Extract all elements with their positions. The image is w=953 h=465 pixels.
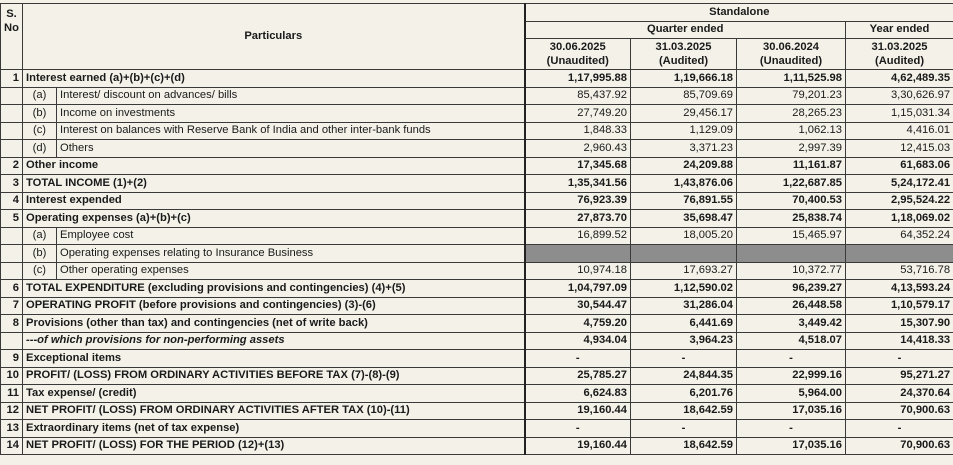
row-serial-number xyxy=(1,245,23,263)
table-row xyxy=(1,175,953,193)
row-value-cell: 76,891.55 xyxy=(631,192,737,210)
table-row xyxy=(1,297,953,315)
table-row xyxy=(1,262,953,280)
row-particulars: ---of which provisions for non-performing assets xyxy=(23,332,525,350)
period-column-header xyxy=(846,39,953,70)
period-column-header xyxy=(525,39,631,70)
row-value-cell: 4,934.04 xyxy=(525,332,631,350)
row-value-cell: 5,24,172.41 xyxy=(846,175,953,193)
table-row xyxy=(1,122,953,140)
results-table-body xyxy=(1,70,953,455)
table-row xyxy=(1,385,953,403)
row-value-cell: 19,160.44 xyxy=(525,402,631,420)
row-particulars: Extraordinary items (net of tax expense) xyxy=(23,420,525,438)
row-value-cell: - xyxy=(525,420,631,438)
row-particulars: TOTAL INCOME (1)+(2) xyxy=(23,175,525,193)
row-value-cell: 15,465.97 xyxy=(737,227,846,245)
row-serial-number: 12 xyxy=(1,402,23,420)
period-status: (Unaudited) xyxy=(546,55,609,67)
sno-header-label: S. No xyxy=(4,8,19,34)
row-value-cell: - xyxy=(525,350,631,368)
row-particulars: Tax expense/ (credit) xyxy=(23,385,525,403)
row-value-cell: 22,999.16 xyxy=(737,367,846,385)
row-sub-index: (b) xyxy=(23,105,57,123)
row-value-cell: 27,749.20 xyxy=(525,105,631,123)
row-value-cell: 25,838.74 xyxy=(737,210,846,228)
table-row xyxy=(1,210,953,228)
row-sub-index: (a) xyxy=(23,227,57,245)
row-serial-number: 13 xyxy=(1,420,23,438)
row-particulars: Others xyxy=(57,140,525,158)
row-serial-number: 4 xyxy=(1,192,23,210)
row-value-cell: 3,371.23 xyxy=(631,140,737,158)
row-value-cell xyxy=(737,245,846,263)
row-particulars: Interest expended xyxy=(23,192,525,210)
table-row xyxy=(1,140,953,158)
row-value-cell: 26,448.58 xyxy=(737,297,846,315)
row-value-cell: - xyxy=(631,350,737,368)
standalone-header xyxy=(525,4,953,22)
row-value-cell: 1,43,876.06 xyxy=(631,175,737,193)
row-particulars: Provisions (other than tax) and contingencies (net of write back) xyxy=(23,315,525,333)
row-value-cell: 17,345.68 xyxy=(525,157,631,175)
quarter-ended-label: Quarter ended xyxy=(647,23,724,36)
row-value-cell: 31,286.04 xyxy=(631,297,737,315)
row-value-cell xyxy=(631,245,737,263)
row-value-cell: - xyxy=(631,420,737,438)
row-value-cell: 3,964.23 xyxy=(631,332,737,350)
row-particulars: NET PROFIT/ (LOSS) FROM ORDINARY ACTIVITIES AFTER TAX (10)-(11) xyxy=(23,402,525,420)
row-value-cell: 2,997.39 xyxy=(737,140,846,158)
row-value-cell: 6,624.83 xyxy=(525,385,631,403)
row-value-cell: 18,642.59 xyxy=(631,402,737,420)
row-value-cell: 3,449.42 xyxy=(737,315,846,333)
row-sub-index: (d) xyxy=(23,140,57,158)
row-value-cell: - xyxy=(737,350,846,368)
row-serial-number xyxy=(1,227,23,245)
row-value-cell: 27,873.70 xyxy=(525,210,631,228)
row-serial-number xyxy=(1,122,23,140)
row-value-cell: 95,271.27 xyxy=(846,367,953,385)
row-value-cell: 4,518.07 xyxy=(737,332,846,350)
table-row xyxy=(1,350,953,368)
row-serial-number: 5 xyxy=(1,210,23,228)
table-row xyxy=(1,105,953,123)
row-value-cell: 17,693.27 xyxy=(631,262,737,280)
row-value-cell: 24,370.64 xyxy=(846,385,953,403)
row-serial-number: 10 xyxy=(1,367,23,385)
table-row xyxy=(1,70,953,88)
quarter-ended-header xyxy=(525,21,846,39)
row-value-cell: 6,441.69 xyxy=(631,315,737,333)
row-value-cell: 1,062.13 xyxy=(737,122,846,140)
row-value-cell: 85,709.69 xyxy=(631,87,737,105)
row-particulars: NET PROFIT/ (LOSS) FOR THE PERIOD (12)+(13) xyxy=(23,437,525,455)
row-sub-index: (c) xyxy=(23,262,57,280)
table-row xyxy=(1,332,953,350)
table-row xyxy=(1,192,953,210)
row-value-cell: 19,160.44 xyxy=(525,437,631,455)
period-date: 31.03.2025 xyxy=(871,41,928,53)
row-particulars: Other income xyxy=(23,157,525,175)
row-value-cell: 1,11,525.98 xyxy=(737,70,846,88)
row-value-cell: 64,352.24 xyxy=(846,227,953,245)
table-row xyxy=(1,402,953,420)
row-particulars: Income on investments xyxy=(57,105,525,123)
period-column-header xyxy=(631,39,737,70)
row-particulars: Exceptional items xyxy=(23,350,525,368)
row-value-cell: 15,307.90 xyxy=(846,315,953,333)
row-value-cell: 1,12,590.02 xyxy=(631,280,737,298)
row-serial-number: 1 xyxy=(1,70,23,88)
row-value-cell: 85,437.92 xyxy=(525,87,631,105)
year-ended-header xyxy=(846,21,953,39)
row-serial-number: 3 xyxy=(1,175,23,193)
row-value-cell: 70,900.63 xyxy=(846,402,953,420)
row-value-cell: 12,415.03 xyxy=(846,140,953,158)
row-particulars: Interest/ discount on advances/ bills xyxy=(57,87,525,105)
row-value-cell: 2,960.43 xyxy=(525,140,631,158)
row-particulars: Operating expenses relating to Insurance Business xyxy=(57,245,525,263)
row-value-cell: 1,35,341.56 xyxy=(525,175,631,193)
row-serial-number: 2 xyxy=(1,157,23,175)
table-row xyxy=(1,245,953,263)
row-serial-number xyxy=(1,262,23,280)
period-status: (Unaudited) xyxy=(759,55,823,67)
row-value-cell: 4,759.20 xyxy=(525,315,631,333)
row-value-cell: 96,239.27 xyxy=(737,280,846,298)
row-value-cell: 1,17,995.88 xyxy=(525,70,631,88)
row-serial-number xyxy=(1,87,23,105)
row-sub-index: (c) xyxy=(23,122,57,140)
table-row xyxy=(1,87,953,105)
table-row xyxy=(1,157,953,175)
period-column-header xyxy=(737,39,846,70)
row-value-cell: 1,19,666.18 xyxy=(631,70,737,88)
row-serial-number xyxy=(1,332,23,350)
table-row xyxy=(1,227,953,245)
period-date: 30.06.2025 xyxy=(549,41,606,53)
row-serial-number: 9 xyxy=(1,350,23,368)
row-serial-number: 11 xyxy=(1,385,23,403)
row-value-cell: 4,416.01 xyxy=(846,122,953,140)
row-particulars: Employee cost xyxy=(57,227,525,245)
row-value-cell: 18,642.59 xyxy=(631,437,737,455)
row-serial-number xyxy=(1,105,23,123)
row-value-cell: 2,95,524.22 xyxy=(846,192,953,210)
row-value-cell: 16,899.52 xyxy=(525,227,631,245)
period-status: (Audited) xyxy=(874,55,925,67)
row-value-cell: - xyxy=(846,350,953,368)
row-value-cell: 5,964.00 xyxy=(737,385,846,403)
row-particulars: Operating expenses (a)+(b)+(c) xyxy=(23,210,525,228)
table-row xyxy=(1,437,953,455)
row-value-cell xyxy=(525,245,631,263)
sno-header xyxy=(1,4,23,70)
row-value-cell: 1,15,031.34 xyxy=(846,105,953,123)
row-value-cell: - xyxy=(737,420,846,438)
standalone-results-table xyxy=(0,3,953,455)
row-value-cell: 18,005.20 xyxy=(631,227,737,245)
table-row xyxy=(1,315,953,333)
row-value-cell: 17,035.16 xyxy=(737,437,846,455)
standalone-header-label: Standalone xyxy=(709,5,770,18)
particulars-header xyxy=(23,4,525,70)
row-value-cell: 70,400.53 xyxy=(737,192,846,210)
row-value-cell: 61,683.06 xyxy=(846,157,953,175)
row-value-cell: 4,13,593.24 xyxy=(846,280,953,298)
row-value-cell: 1,848.33 xyxy=(525,122,631,140)
row-value-cell: 4,62,489.35 xyxy=(846,70,953,88)
table-row xyxy=(1,420,953,438)
row-sub-index: (a) xyxy=(23,87,57,105)
row-value-cell: 35,698.47 xyxy=(631,210,737,228)
table-row xyxy=(1,280,953,298)
row-value-cell: 79,201.23 xyxy=(737,87,846,105)
row-value-cell: 24,209.88 xyxy=(631,157,737,175)
period-date: 31.03.2025 xyxy=(655,41,712,53)
row-value-cell: - xyxy=(846,420,953,438)
row-serial-number xyxy=(1,140,23,158)
row-value-cell: 76,923.39 xyxy=(525,192,631,210)
row-value-cell: 6,201.76 xyxy=(631,385,737,403)
row-value-cell: 30,544.47 xyxy=(525,297,631,315)
particulars-header-label: Particulars xyxy=(244,30,303,42)
row-value-cell: 10,372.77 xyxy=(737,262,846,280)
row-particulars: OPERATING PROFIT (before provisions and contingencies) (3)-(6) xyxy=(23,297,525,315)
row-particulars: Interest earned (a)+(b)+(c)+(d) xyxy=(23,70,525,88)
row-particulars: Interest on balances with Reserve Bank of India and other inter-bank funds xyxy=(57,122,525,140)
row-value-cell: 1,18,069.02 xyxy=(846,210,953,228)
row-sub-index: (b) xyxy=(23,245,57,263)
row-value-cell: 70,900.63 xyxy=(846,437,953,455)
row-value-cell: 1,129.09 xyxy=(631,122,737,140)
row-value-cell: 17,035.16 xyxy=(737,402,846,420)
row-value-cell xyxy=(846,245,953,263)
period-date: 30.06.2024 xyxy=(763,41,819,53)
row-serial-number: 8 xyxy=(1,315,23,333)
row-value-cell: 14,418.33 xyxy=(846,332,953,350)
row-value-cell: 29,456.17 xyxy=(631,105,737,123)
row-value-cell: 25,785.27 xyxy=(525,367,631,385)
row-value-cell: 10,974.18 xyxy=(525,262,631,280)
year-ended-label: Year ended xyxy=(869,23,930,36)
row-value-cell: 1,04,797.09 xyxy=(525,280,631,298)
row-value-cell: 24,844.35 xyxy=(631,367,737,385)
table-row xyxy=(1,367,953,385)
row-value-cell: 53,716.78 xyxy=(846,262,953,280)
row-particulars: PROFIT/ (LOSS) FROM ORDINARY ACTIVITIES BEFORE TAX (7)-(8)-(9) xyxy=(23,367,525,385)
row-value-cell: 1,10,579.17 xyxy=(846,297,953,315)
row-particulars: TOTAL EXPENDITURE (excluding provisions and contingencies) (4)+(5) xyxy=(23,280,525,298)
row-serial-number: 14 xyxy=(1,437,23,455)
row-serial-number: 7 xyxy=(1,297,23,315)
row-value-cell: 1,22,687.85 xyxy=(737,175,846,193)
row-serial-number: 6 xyxy=(1,280,23,298)
row-value-cell: 3,30,626.97 xyxy=(846,87,953,105)
row-value-cell: 28,265.23 xyxy=(737,105,846,123)
period-status: (Audited) xyxy=(658,55,709,67)
row-particulars: Other operating expenses xyxy=(57,262,525,280)
row-value-cell: 11,161.87 xyxy=(737,157,846,175)
